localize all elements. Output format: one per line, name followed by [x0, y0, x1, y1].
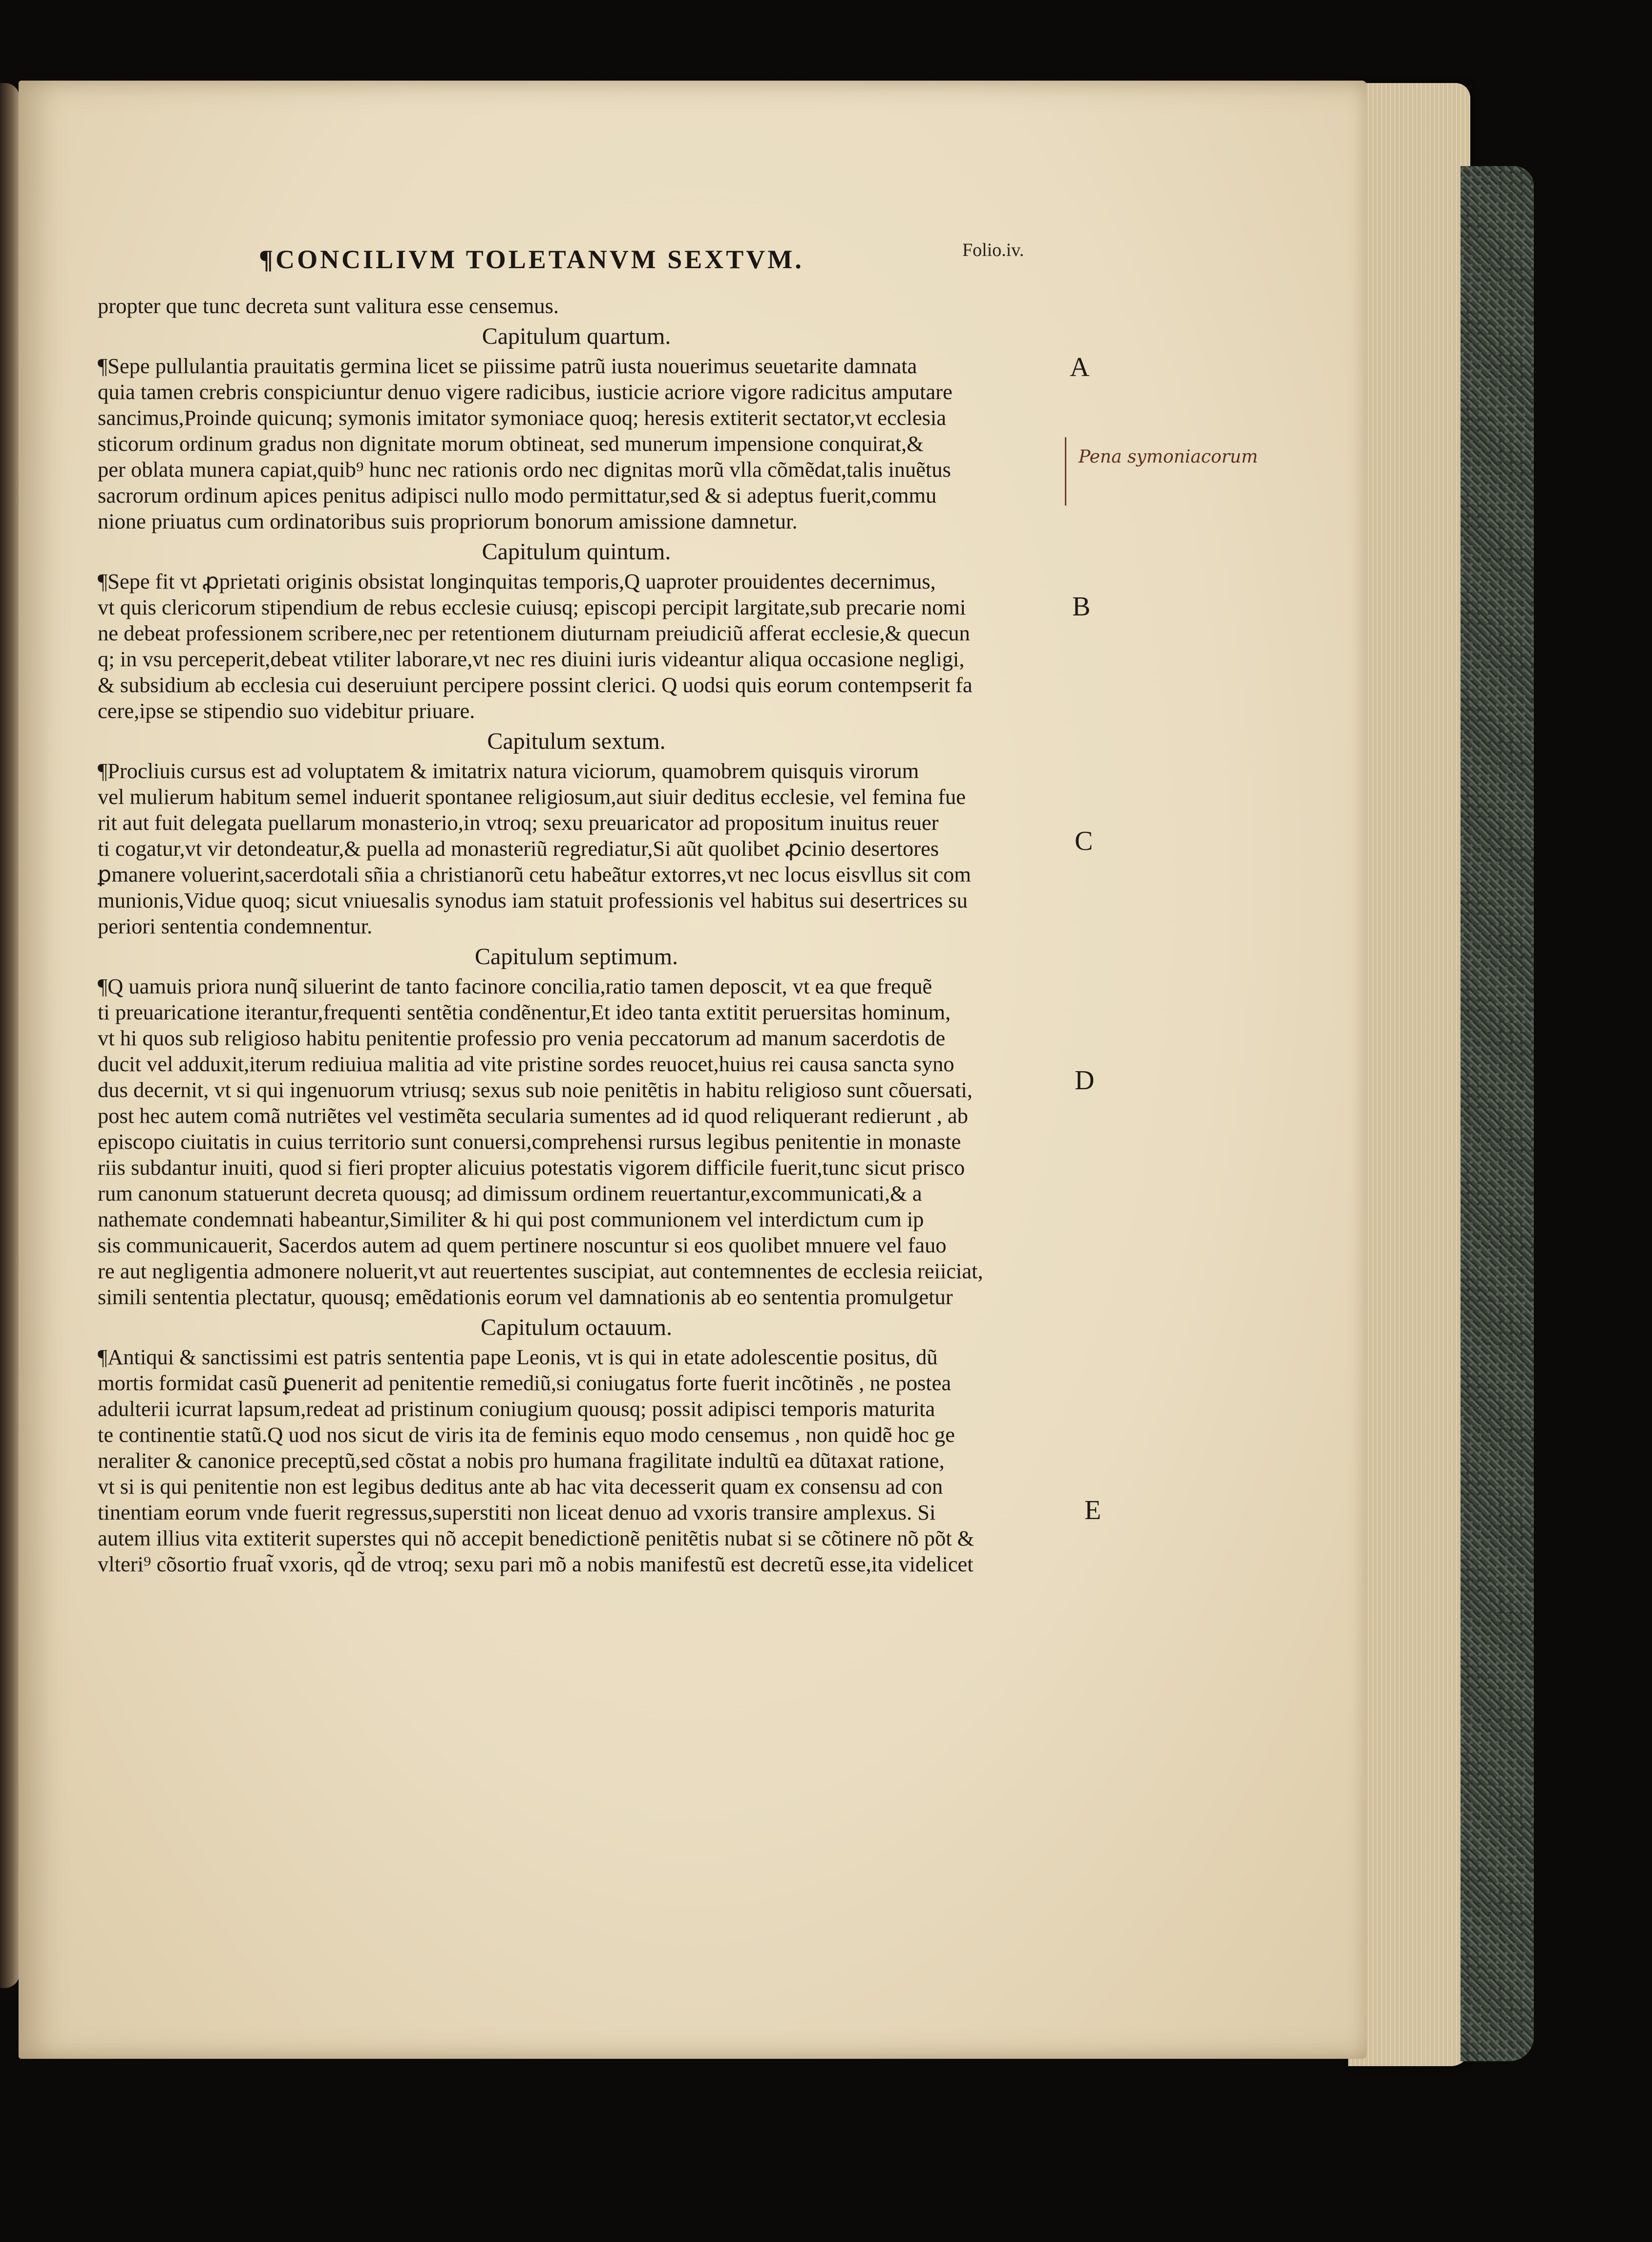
text-line: sticorum ordinum gradus non dignitate morum obtineat, sed munerum impensione conquirat,&: [98, 431, 924, 456]
text-line: munionis,Vidue quoq; sicut vniuesalis synodus iam statuit professionis vel habitus sui desertrices su: [98, 888, 968, 912]
text-line: sis communicauerit, Sacerdos autem ad quem pertinere noscuntur si eos quolibet mnuere vel fauo: [98, 1233, 947, 1257]
text-line: simili sententia plectatur, quousq; emẽdationis eorum vel damnationis ab eo sententia promulgetur: [98, 1285, 953, 1309]
text-line: te continentie statũ.Q uod nos sicut de viris ita de feminis equo modo censemus , non quidẽ hoc ge: [98, 1422, 955, 1447]
text-line: vt hi quos sub religioso habitu penitentie professio pro venia peccatorum ad manum sacerdotis de: [98, 1026, 946, 1050]
text-line: adulterii icurrat lapsum,redeat ad pristinum coniugium quousq; possit adipisci temporis maturita: [98, 1396, 935, 1421]
text-line: ꝑmanere voluerint,sacerdotali sñia a christianorũ cetu habeãtur extorres,vt nec locus eisvllus sit com: [98, 862, 971, 887]
text-line: vel mulierum habitum semel induerit spontanee religiosum,aut siuir deditus ecclesie, vel femina fue: [98, 784, 966, 809]
text-line: ¶Sepe pullulantia prauitatis germina licet se piissime patrũ iusta nouerimus seuetarite damnata: [98, 354, 917, 378]
text-line: nione priuatus cum ordinatoribus suis propriorum bonorum amissione damnetur.: [98, 509, 798, 533]
text-line: ¶Antiqui & sanctissimi est patris sententia pape Leonis, vt is qui in etate adolescentie positus, dũ: [98, 1345, 938, 1369]
text-line: periori sententia condemnentur.: [98, 914, 373, 938]
chapter-title: Capitulum sextum.: [487, 728, 666, 754]
text-line: dus decernit, vt si qui ingenuorum vtriusq; sexus sub noie penitẽtis in habitu religioso sunt cõuersati,: [98, 1078, 973, 1102]
margin-letter-a: A: [1070, 352, 1090, 382]
text-line: riis subdantur inuiti, quod si fieri propter alicuius potestatis vigorem difficile fuerit,tunc sicut prisco: [98, 1155, 965, 1180]
text-line: neraliter & canonice preceptũ,sed cõstat a nobis pro humana fragilitate indultũ ea dũtaxat ratione,: [98, 1448, 945, 1473]
text-line: rit aut fuit delegata puellarum monasterio,in vtroq; sexu preuaricator ad propositum inuitus reuer: [98, 810, 939, 835]
text-line: rum canonum statuerunt decreta quousq; ad dimissum ordinem reuertantur,excommunicati,& a: [98, 1181, 922, 1206]
text-line: ducit vel adduxit,iterum rediuiua malitia ad vite pristine sordes reuocet,huius rei causa sancta syno: [98, 1052, 954, 1076]
chapter-title: Capitulum octauum.: [481, 1314, 672, 1340]
note-bracket: [1065, 437, 1070, 506]
text-line: ti cogatur,vt vir detondeatur,& puella ad monasteriũ regrediatur,Si aũt quolibet ꝓcinio desertores: [98, 836, 939, 861]
text-line: sancimus,Proinde quicunq; symonis imitator symoniace quoq; heresis extiterit sectator,vt ecclesia: [98, 405, 947, 430]
text-line: episcopo ciuitatis in cuius territorio sunt conuersi,comprehensi rursus legibus penitentie in monaste: [98, 1129, 961, 1154]
text-line: cere,ipse se stipendio suo videbitur priuare.: [98, 698, 475, 723]
text-line: post hec autem comã nutriẽtes vel vestimẽta secularia sumentes ad id quod reliquerant redierunt , ab: [98, 1103, 968, 1128]
header-title: ¶CONCILIVM TOLETANVM SEXTVM.: [259, 245, 804, 274]
margin-letter-b: B: [1072, 592, 1091, 622]
chapter-title: Capitulum quartum.: [482, 323, 671, 349]
main-text-block: [98, 293, 1055, 1577]
text-line: re aut negligentia admonere noluerit,vt aut reuertentes suscipiat, aut contemnentes de ecclesia reiiciat,: [98, 1259, 983, 1283]
chapter-title: Capitulum quintum.: [482, 539, 671, 565]
text-line: nathemate condemnati habeantur,Similiter & hi qui post communionem vel interdictum cum ip: [98, 1207, 924, 1231]
text-line: mortis formidat casũ ꝑuenerit ad penitentie remediũ,si coniugatus forte fuerit incõtinẽs , ne postea: [98, 1371, 952, 1395]
margin-letter-e: E: [1084, 1495, 1101, 1525]
text-line: & subsidium ab ecclesia cui deseruiunt percipere possint clerici. Q uodsi quis eorum contempserit fa: [98, 673, 973, 697]
text-line: q; in vsu perceperit,debeat vtiliter laborare,vt nec res diuini iuris videantur aliqua occasione negligi,: [98, 647, 965, 671]
chapter-title: Capitulum septimum.: [475, 944, 678, 970]
text-line: vt si is qui penitentie non est legibus deditus ante ab hac vita decesserit quam ex consensu ad con: [98, 1474, 943, 1499]
note-text: Pena symoniacorum: [1079, 447, 1258, 467]
text-line: ¶Sepe fit vt ꝓprietati originis obsistat longinquitas temporis,Q uaproter prouidentes decernimus,: [98, 569, 936, 593]
text-line: per oblata munera capiat,quib⁹ hunc nec rationis ordo nec dignitas morũ vlla cõmẽdat,talis inuẽtus: [98, 457, 951, 482]
left-book-cover: [0, 83, 20, 1988]
text-line: ne debeat professionem scribere,nec per retentionem diuturnam preiudiciũ afferat ecclesie,& quecun: [98, 621, 970, 645]
text-line: autem illius vita extiterit superstes qui nõ accepit benedictionẽ penitẽtis nubat si se cõtinere nõ põt &: [98, 1526, 974, 1550]
marbled-back-cover: [1461, 166, 1534, 2061]
text-line: ¶Q uamuis priora nunq̃ siluerint de tanto facinore concilia,ratio tamen deposcit, vt ea que frequẽ: [98, 974, 932, 998]
text-line: tinentiam eorum vnde fuerit regressus,superstiti non liceat denuo ad vxoris transire amplexus. Si: [98, 1500, 936, 1524]
margin-letter-d: D: [1075, 1065, 1095, 1096]
text-line: vt quis clericorum stipendium de rebus ecclesie cuiusq; episcopi percipit largitate,sub precarie nomi: [98, 595, 966, 619]
text-line: quia tamen crebris conspiciuntur denuo vigere radicibus, iusticie acriore vigore radicitus amputare: [98, 380, 953, 404]
text-line: vlteri⁹ cõsortio fruat̃ vxoris, qd̃ de vtroq; sexu pari mõ a nobis manifestũ est decretũ esse,ita videlicet: [98, 1552, 974, 1576]
intro-line: propter que tunc decreta sunt valitura esse censemus.: [98, 294, 559, 318]
handwritten-margin-note: [1065, 437, 1319, 510]
text-line: ti preuaricatione iterantur,frequenti sentẽtia condẽnentur,Et ideo tanta extitit peruersitas hominum,: [98, 1000, 951, 1024]
text-line: sacrorum ordinum apices penitus adipisci nullo modo permittatur,sed & si adeptus fuerit,commu: [98, 483, 937, 508]
margin-letter-c: C: [1075, 826, 1093, 856]
folio-number: Folio.iv.: [962, 240, 1024, 260]
text-line: ¶Procliuis cursus est ad voluptatem & imitatrix natura viciorum, quamobrem quisquis virorum: [98, 759, 919, 783]
